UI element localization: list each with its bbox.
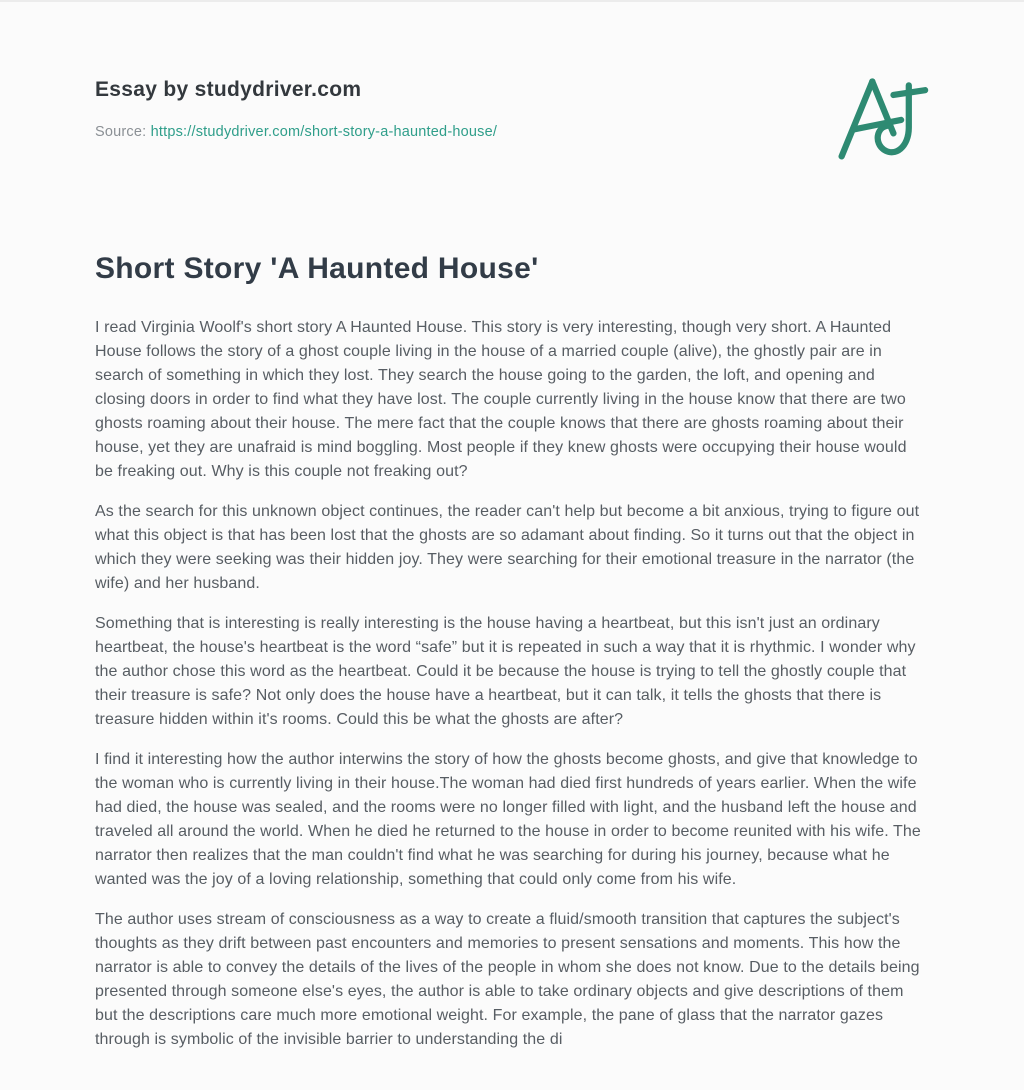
essay-title: Short Story 'A Haunted House' <box>95 252 539 285</box>
source-url-link[interactable]: https://studydriver.com/short-story-a-haunted-house/ <box>150 124 498 140</box>
essay-page <box>0 2 1024 1052</box>
essay-paragraph: Something that is interesting is really interesting is the house having a heartbeat, but this isn't just an ordinary heartbeat, the house's heartbeat is the word “safe” but it is repeated in such a way that it is rhythmic. I wonder why the author chose this word as the heartbeat. Could it be because the house is trying to tell the ghostly couple that their treasure is safe? Not only does the house have a heartbeat, but it can talk, it tells the ghosts that there is treasure hidden within it's rooms. Could this be what the ghosts are after? <box>95 615 916 728</box>
essay-paragraph: I read Virginia Woolf's short story A Haunted House. This story is very interesting, though very short. A Haunted House follows the story of a ghost couple living in the house of a married couple (alive), the ghostly pair are in search of something in which they lost. They search the house going to the garden, the loft, and opening and closing doors in order to find what they have lost. The couple currently living in the house know that there are two ghosts roaming about their house. The mere fact that the couple knows that there are ghosts roaming about their house, yet they are unafraid is mind boggling. Most people if they knew ghosts were occupying their house would be freaking out. Why is this couple not freaking out? <box>95 319 907 480</box>
source-line <box>95 124 929 140</box>
essay-by-heading: Essay by studydriver.com <box>95 78 362 101</box>
page-header <box>95 2 929 140</box>
essay-body <box>95 316 927 1052</box>
essay-paragraph: I find it interesting how the author interwins the story of how the ghosts become ghosts, and give that knowledge to the woman who is currently living in their house.The woman had died first hundreds of years earlier. When the wife had died, the house was sealed, and the rooms were no longer filled with light, and the husband left the house and traveled all around the world. When he died he returned to the house in order to become reunited with his wife. The narrator then realizes that the man couldn't find what he was searching for during his journey, because what he wanted was the joy of a loving relationship, something that could only come from his wife. <box>95 751 921 888</box>
source-label: Source: <box>95 124 147 140</box>
essay-paragraph: As the search for this unknown object continues, the reader can't help but become a bit anxious, trying to figure out what this object is that has been lost that the ghosts are so adamant about finding. So it turns out that the object in which they were seeking was their hidden joy. They were searching for their emotional treasure in the narrator (the wife) and her husband. <box>95 503 920 592</box>
essay-paragraph: The author uses stream of consciousness as a way to create a fluid/smooth transition that captures the subject's thoughts as they drift between past encounters and memories to present sensations and moments. This how the narrator is able to convey the details of the lives of the people in whom she does not know. Due to the details being presented through someone else's eyes, the author is able to take ordinary objects and give descriptions of them but the descriptions care much more emotional weight. For example, the pane of glass that the narrator gazes through is symbolic of the invisible barrier to understanding the di <box>95 911 920 1048</box>
studydriver-monogram-icon <box>831 70 929 166</box>
